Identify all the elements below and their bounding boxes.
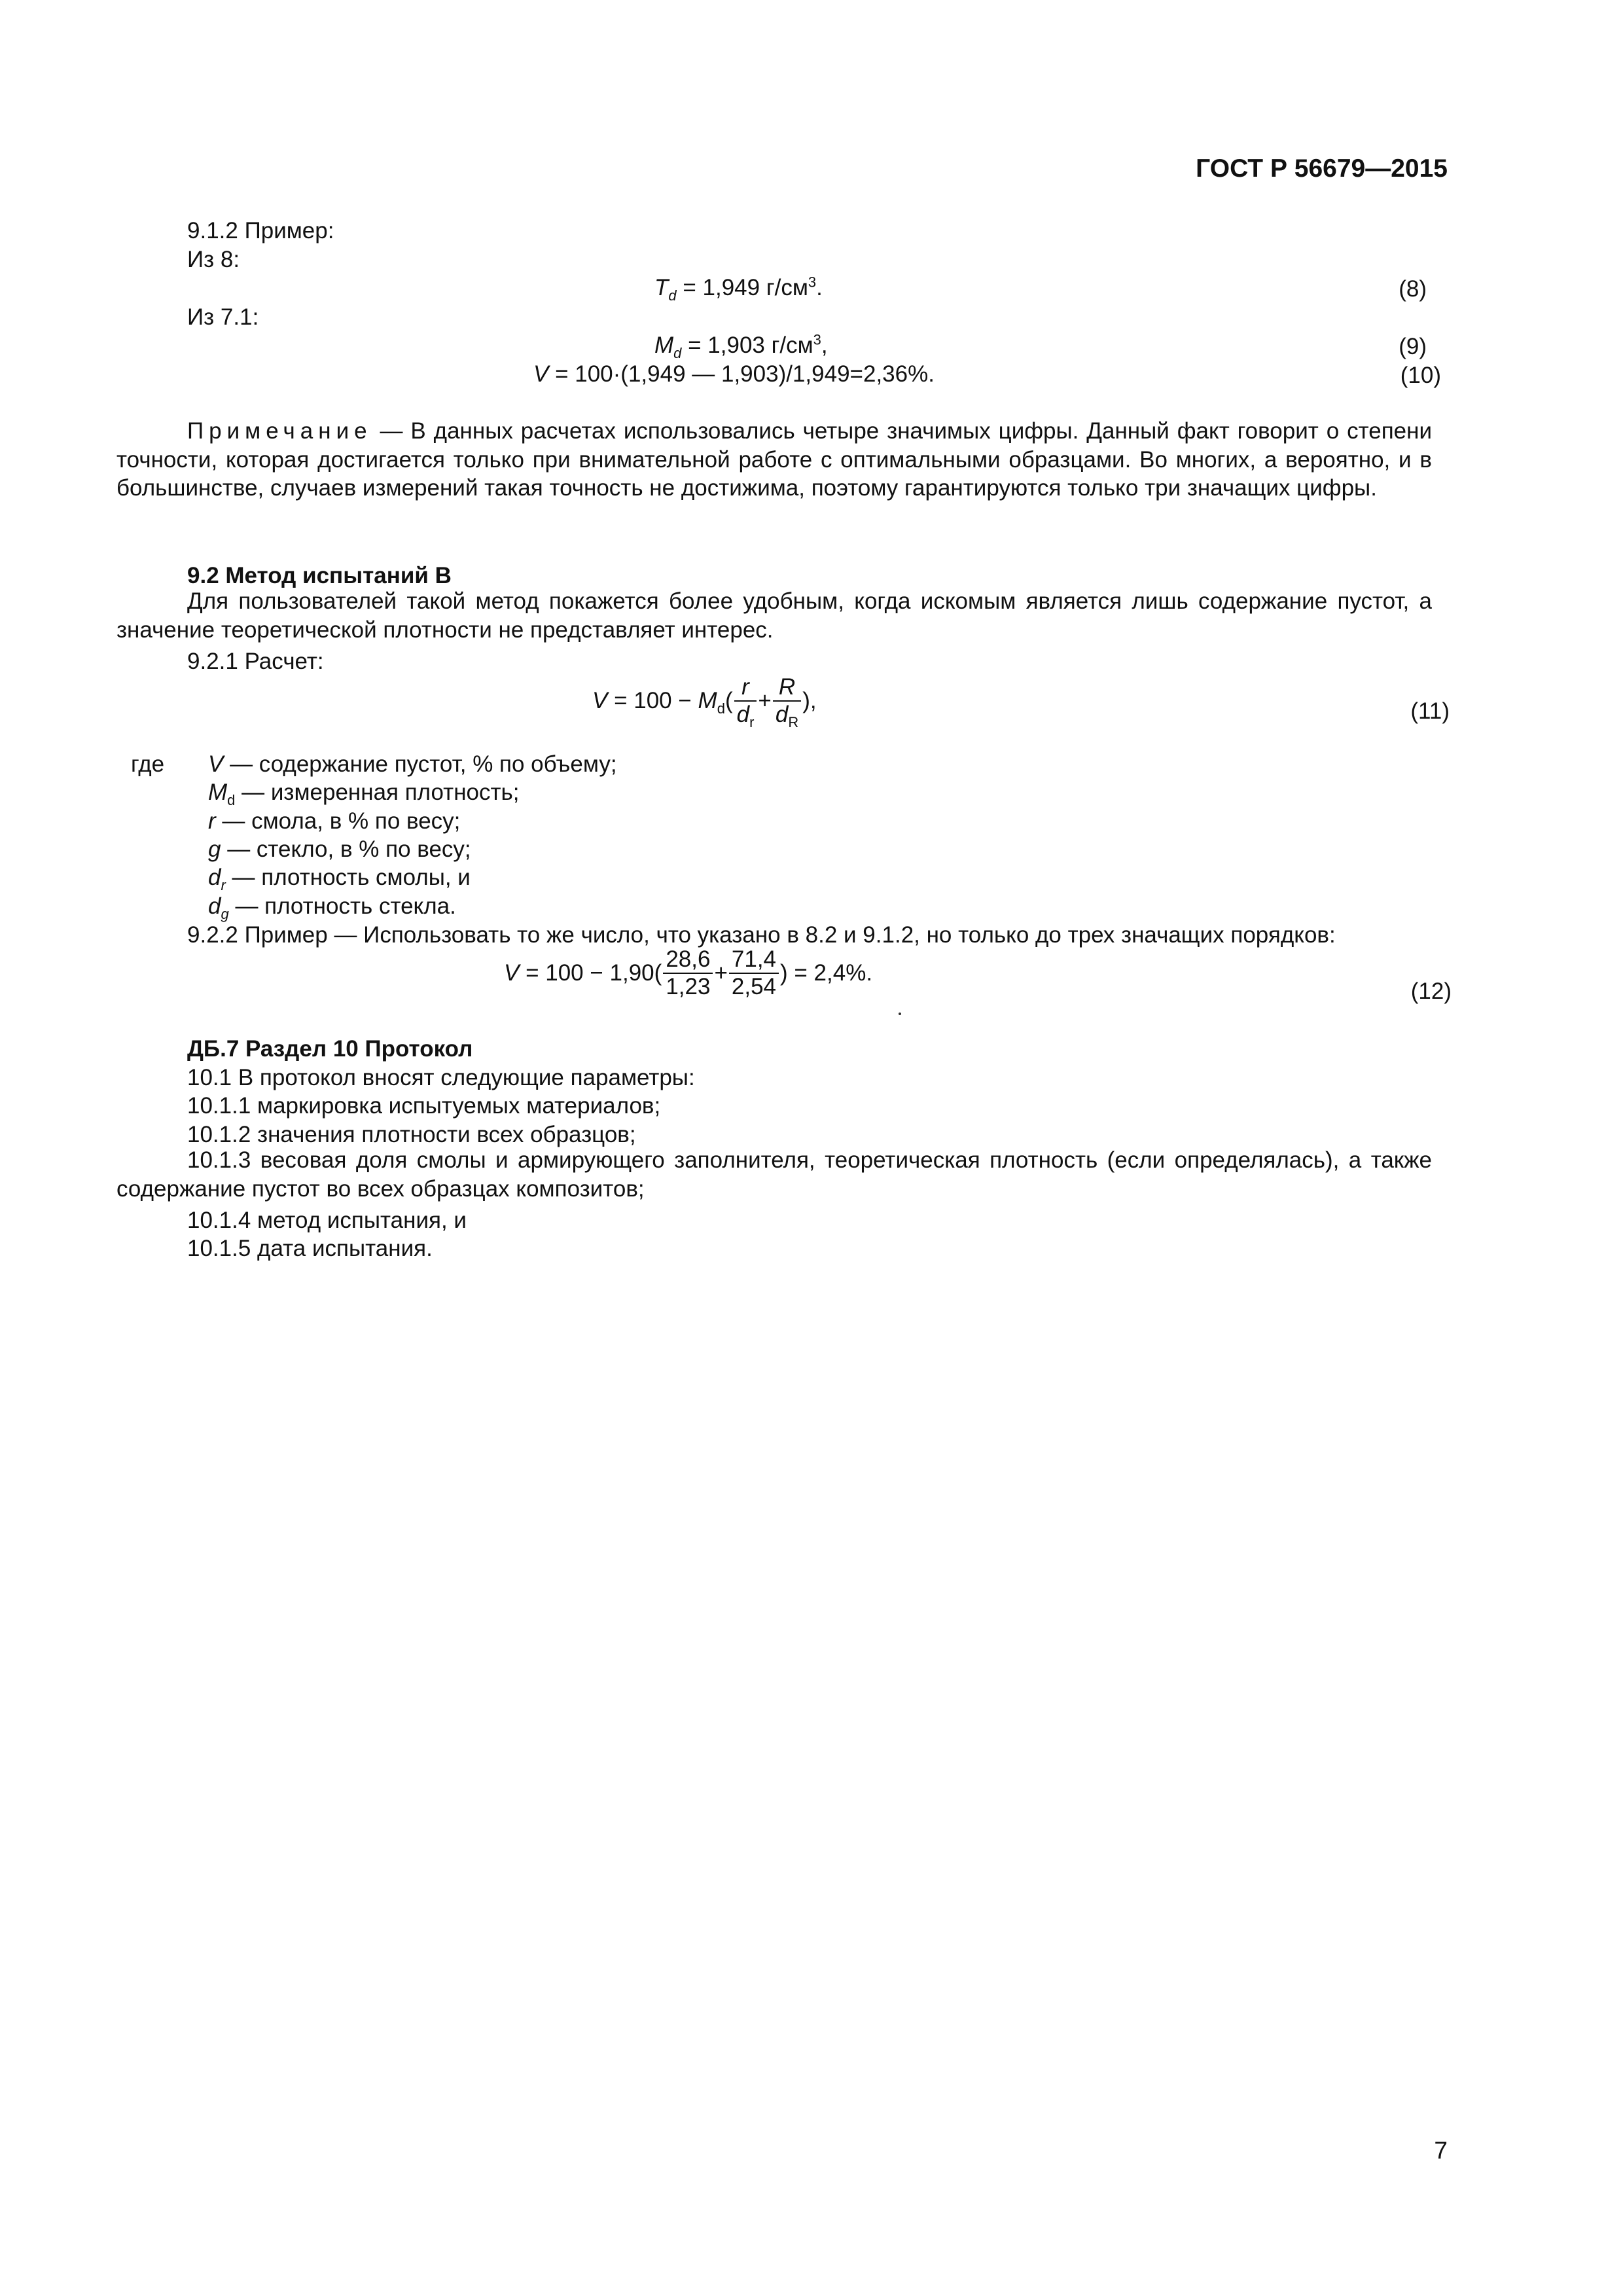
eq8-superscript: 3 bbox=[808, 274, 817, 291]
def-g-text: — стекло, в % по весу; bbox=[221, 836, 471, 862]
equation-number-8: (8) bbox=[1399, 276, 1427, 302]
section-92-intro-text: Для пользователей такой метод покажется более удобным, когда искомым является лишь содержание пустот, а значение теоретической плотности не представляет интерес. bbox=[116, 588, 1432, 643]
def-dg-sub: g bbox=[221, 906, 229, 922]
eq9-value: = 1,903 г/см bbox=[681, 332, 813, 358]
note-paragraph bbox=[116, 417, 1432, 503]
def-g-symbol: g bbox=[208, 836, 221, 862]
section-921-calc: 9.2.1 Расчет: bbox=[187, 649, 324, 674]
def-g bbox=[208, 838, 471, 861]
def-dr bbox=[208, 865, 471, 893]
eq12-plus: + bbox=[714, 960, 728, 986]
eq11-num2: R bbox=[773, 674, 801, 702]
eq10-symbol: V bbox=[533, 361, 549, 387]
equation-number-12: (12) bbox=[1410, 978, 1452, 1004]
eq9-superscript: 3 bbox=[813, 331, 821, 348]
eq12-num2: 71,4 bbox=[729, 946, 779, 974]
def-dr-sub: r bbox=[221, 877, 226, 893]
item-10-1-2: 10.1.2 значения плотности всех образцов; bbox=[187, 1122, 636, 1147]
eq12-close: ) = 2,4%. bbox=[780, 960, 873, 986]
section-db7-title: ДБ.7 Раздел 10 Протокол bbox=[187, 1036, 473, 1062]
section-922-example: 9.2.2 Пример — Использовать то же число, что указано в 8.2 и 9.1.2, но только до трех значащих порядков: bbox=[187, 922, 1336, 948]
section-912-title: 9.1.2 Пример: bbox=[187, 218, 334, 243]
eq12-den2: 2,54 bbox=[731, 974, 777, 999]
eq12-num1: 28,6 bbox=[663, 946, 713, 974]
def-dg-symbol: d bbox=[208, 893, 221, 919]
equation-11 bbox=[592, 674, 817, 746]
from-71-label: Из 7.1: bbox=[187, 304, 259, 330]
equation-number-9: (9) bbox=[1399, 334, 1427, 359]
eq11-den2-sub: R bbox=[788, 714, 799, 730]
item-10-1-3 bbox=[116, 1146, 1432, 1203]
def-r bbox=[208, 810, 460, 833]
eq12-eq: = 100 − 1,90( bbox=[519, 960, 662, 986]
note-label: Примечание bbox=[187, 418, 372, 444]
eq12-fraction-2 bbox=[729, 946, 779, 1000]
def-r-symbol: r bbox=[208, 808, 216, 834]
def-dr-symbol: d bbox=[208, 865, 221, 890]
item-10-1-3-text: 10.1.3 весовая доля смолы и армирующего заполнителя, теоретическая плотность (если определялась), а также содержание пустот во всех образцах композитов; bbox=[116, 1147, 1432, 1202]
where-label: где bbox=[131, 751, 165, 777]
def-dr-text: — плотность смолы, и bbox=[225, 865, 471, 890]
def-md bbox=[208, 780, 520, 808]
section-92-intro bbox=[116, 587, 1432, 644]
eq9-symbol: M bbox=[654, 332, 674, 358]
eq11-den1-sub: r bbox=[749, 714, 755, 730]
from-8-label: Из 8: bbox=[187, 247, 240, 272]
equation-number-10: (10) bbox=[1400, 363, 1441, 388]
document-header: ГОСТ Р 56679—2015 bbox=[1196, 154, 1448, 183]
eq11-open: ( bbox=[724, 688, 733, 713]
def-md-sub: d bbox=[227, 792, 236, 808]
def-r-text: — смола, в % по весу; bbox=[215, 808, 461, 834]
eq11-eq: = 100 − bbox=[607, 688, 698, 713]
eq8-subscript: d bbox=[668, 287, 677, 304]
eq9-end: , bbox=[821, 332, 828, 358]
eq11-fraction-r bbox=[734, 674, 757, 728]
def-md-text: — измеренная плотность; bbox=[235, 780, 520, 805]
note-text: — В данных расчетах использовались четыре значимых цифры. Данный факт говорит о степени точности, которая достигается только при внимательной работе с оптимальными образцами. Во многих, а вероятно, и в большинстве, случаев измерений такая точность не достижима, поэтому гарантируются только три значащих цифры. bbox=[116, 418, 1432, 501]
section-92-title: 9.2 Метод испытаний В bbox=[187, 563, 452, 588]
eq8-end: . bbox=[816, 275, 823, 300]
eq9-subscript: d bbox=[673, 345, 682, 361]
item-10-1-5: 10.1.5 дата испытания. bbox=[187, 1236, 433, 1261]
item-10-1: 10.1 В протокол вносят следующие параметры: bbox=[187, 1065, 695, 1090]
def-dg bbox=[208, 893, 456, 922]
def-v bbox=[208, 753, 617, 776]
eq11-plus: + bbox=[758, 688, 772, 713]
def-v-symbol: V bbox=[208, 751, 224, 777]
eq11-fraction-R bbox=[773, 674, 801, 728]
eq12-den1: 1,23 bbox=[666, 974, 711, 999]
equation-10 bbox=[533, 363, 935, 386]
eq11-den1: d bbox=[736, 702, 750, 727]
equation-9 bbox=[654, 331, 828, 361]
equation-8 bbox=[654, 274, 823, 304]
eq11-msub: d bbox=[717, 700, 725, 717]
eq11-m: M bbox=[698, 688, 717, 713]
def-dg-text: — плотность стекла. bbox=[228, 893, 456, 919]
eq11-v: V bbox=[592, 688, 608, 713]
def-md-symbol: M bbox=[208, 780, 228, 805]
eq8-symbol: T bbox=[654, 275, 669, 300]
eq12-v: V bbox=[504, 960, 520, 986]
equation-number-11: (11) bbox=[1410, 698, 1450, 724]
eq11-close: ), bbox=[802, 688, 817, 713]
eq12-fraction-1 bbox=[663, 946, 713, 1000]
eq10-text: = 100·(1,949 — 1,903)/1,949=2,36%. bbox=[548, 361, 935, 387]
item-10-1-1: 10.1.1 маркировка испытуемых материалов; bbox=[187, 1093, 661, 1119]
stray-dot bbox=[899, 1013, 901, 1015]
item-10-1-4: 10.1.4 метод испытания, и bbox=[187, 1208, 467, 1233]
eq11-den2: d bbox=[775, 702, 789, 727]
page-number: 7 bbox=[1434, 2137, 1448, 2164]
eq8-value: = 1,949 г/см bbox=[676, 275, 808, 300]
equation-12 bbox=[504, 946, 872, 1018]
def-v-text: — содержание пустот, % по объему; bbox=[223, 751, 617, 777]
eq11-num1: r bbox=[734, 674, 757, 702]
